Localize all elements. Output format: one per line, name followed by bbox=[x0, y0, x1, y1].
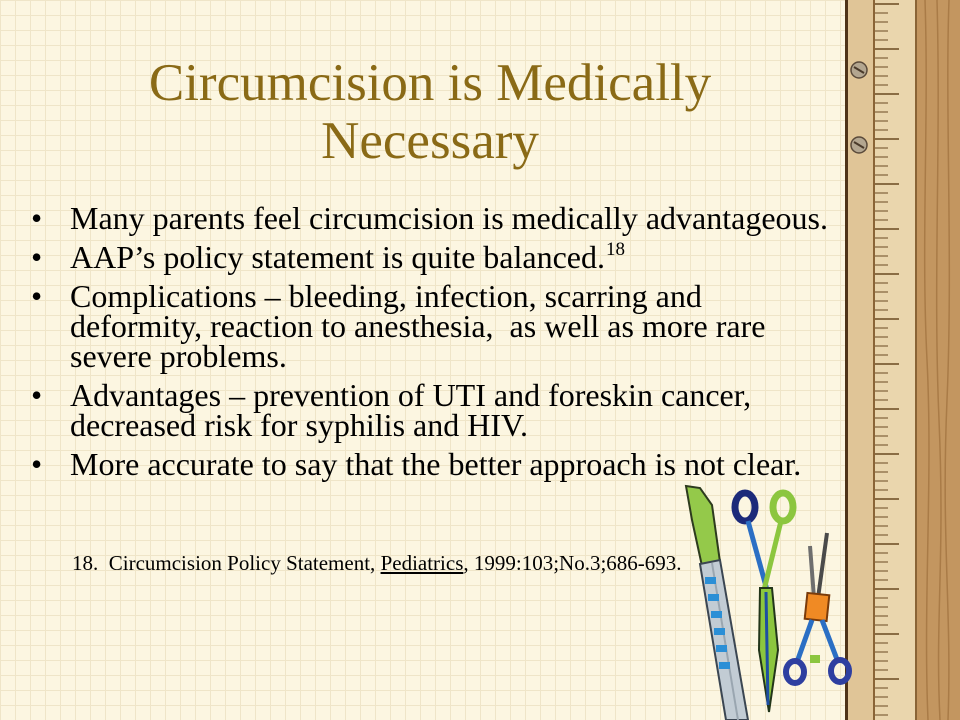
scalpel-icon bbox=[686, 486, 748, 720]
bullet-marker: • bbox=[31, 239, 43, 275]
ruler-edge bbox=[845, 0, 848, 720]
title-line-1: Circumcision is Medically bbox=[148, 54, 712, 112]
scissors-icon bbox=[735, 493, 793, 712]
title-line-2: Necessary bbox=[321, 112, 539, 170]
bullet-text: Many parents feel circumcision is medically advantageous. bbox=[70, 200, 828, 236]
bullet-marker: • bbox=[31, 446, 43, 482]
ruler-strip bbox=[848, 0, 873, 720]
bullet-list bbox=[0, 200, 845, 488]
bullet-marker: • bbox=[31, 377, 43, 413]
bullet-item bbox=[0, 200, 845, 236]
bullet-text: severe problems. bbox=[70, 338, 287, 374]
bullet-item bbox=[0, 239, 845, 275]
bullet-text: Complications – bleeding, infection, scarring and bbox=[70, 278, 702, 314]
ruler-scale bbox=[875, 0, 915, 720]
bullet-text: More accurate to say that the better approach is not clear. bbox=[70, 446, 802, 482]
bullet-marker: • bbox=[31, 278, 43, 314]
ruler-divider bbox=[873, 0, 875, 720]
bullet-item bbox=[0, 278, 845, 374]
footnote bbox=[72, 551, 682, 575]
scissors-icon bbox=[786, 533, 849, 683]
bullet-text bbox=[70, 239, 845, 275]
ruler-icon bbox=[845, 0, 960, 720]
bullet-text: Advantages – prevention of UTI and foreskin cancer, bbox=[70, 377, 752, 413]
bullet-text-content: AAP’s policy statement is quite balanced. bbox=[70, 239, 605, 275]
ruler-divider bbox=[915, 0, 917, 720]
footnote-suffix: , 1999:103;No.3;686-693. bbox=[463, 551, 682, 575]
bullet-item bbox=[0, 377, 845, 443]
bullet-text: decreased risk for syphilis and HIV. bbox=[70, 407, 528, 443]
footnote-prefix: 18. Circumcision Policy Statement, bbox=[72, 551, 381, 575]
footnote-journal: Pediatrics bbox=[380, 551, 464, 575]
screw-icon bbox=[851, 62, 867, 78]
slide-title bbox=[0, 54, 860, 170]
bullet-item bbox=[0, 446, 845, 482]
citation-superscript: 18 bbox=[606, 239, 625, 260]
bullet-text: deformity, reaction to anesthesia, as well as more rare bbox=[70, 308, 766, 344]
screw-icon bbox=[851, 137, 867, 153]
bullet-marker: • bbox=[31, 200, 43, 236]
